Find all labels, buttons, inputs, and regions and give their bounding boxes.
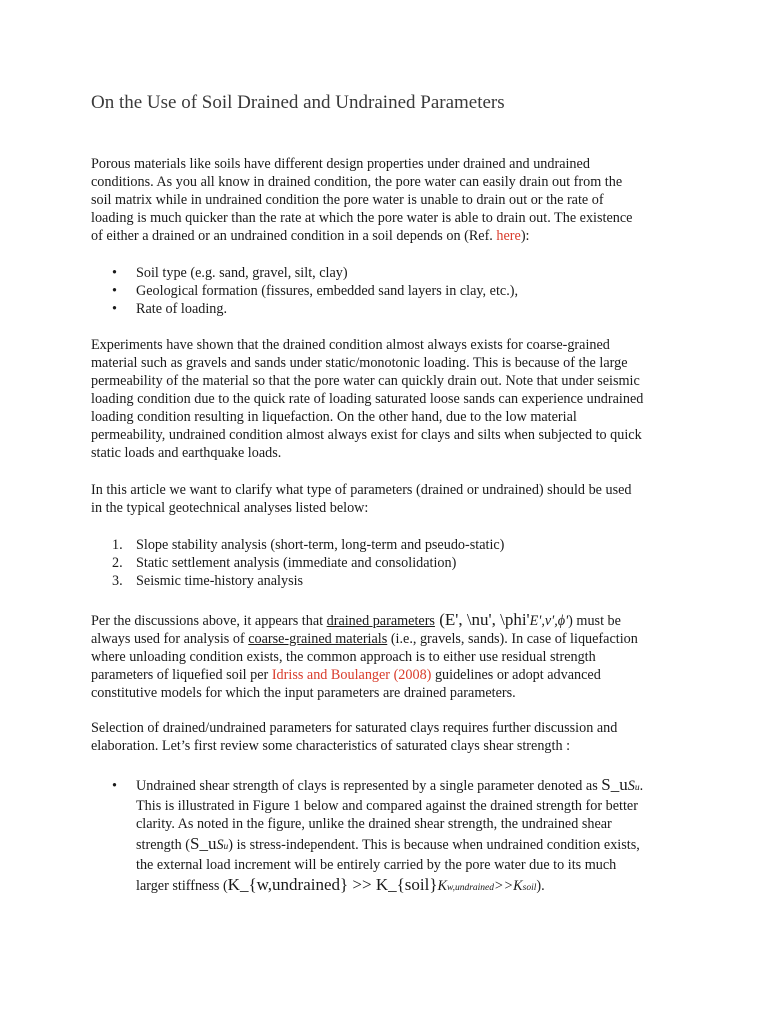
- characteristics-line: This is illustrated in Figure 1 below and compared against the drained strength for better: [136, 798, 638, 814]
- factors-list: • Soil type (e.g. sand, gravel, silt, clay) • Geological formation (fissures, embedded sand layers in clay, etc.), • Rate of loading.: [112, 265, 519, 317]
- intro-line: of either a drained or an undrained condition in a soil depends on (Ref. here):: [91, 228, 530, 244]
- ref-here-link[interactable]: here: [496, 228, 521, 244]
- discussion-line: Per the discussions above, it appears that drained parameters (E', \nu', \phi'E',ν',ϕ') must be: [91, 610, 621, 629]
- bullet-dot-icon: •: [112, 265, 117, 281]
- experiments-line: static loads and earthquake loads.: [91, 445, 282, 461]
- formula-latex: E', \nu', \phi': [444, 610, 530, 629]
- selection-paragraph: [91, 719, 691, 755]
- characteristics-line: strength (S_uSu) is stress-independent. This is because when undrained condition exists,: [136, 834, 640, 853]
- experiments-paragraph: [91, 336, 691, 462]
- discussion-line: always used for analysis of coarse-grained materials (i.e., gravels, sands). In case of liquefaction: [91, 631, 638, 647]
- analyses-list: 1. Slope stability analysis (short-term, long-term and pseudo-static) 2. Static settlement analysis (immediate and consolidation) 3. Seismic time-history analysis: [112, 537, 505, 589]
- formula-math: E',ν',ϕ': [529, 613, 569, 629]
- experiments-line: Experiments have shown that the drained condition almost always exists for coarse-grained: [91, 337, 610, 353]
- experiments-line: loading condition due to the quick rate of loading saturated loose sands can experience undrained: [91, 391, 644, 407]
- article-paragraph: [91, 481, 691, 517]
- intro-line: conditions. As you all know in drained condition, the pore water can easily drain out from the: [91, 174, 623, 190]
- bullet-dot-icon: •: [112, 778, 117, 794]
- discussion-paragraph: [91, 611, 691, 702]
- coarse-grained-underlined: coarse-grained materials: [248, 631, 388, 647]
- characteristics-line: clarity. As noted in the figure, unlike the drained shear strength, the undrained shear: [136, 816, 612, 832]
- characteristics-line: the external load increment will be entirely carried by the pore water due to its much: [136, 857, 617, 873]
- bullet-dot-icon: •: [112, 283, 117, 299]
- bullet-dot-icon: •: [112, 301, 117, 317]
- experiments-line: material such as gravels and sands under static/monotonic loading. This is because of the large: [91, 355, 628, 371]
- experiments-line: permeability, undrained condition almost always exist for clays and silts when subjected to quick: [91, 427, 642, 443]
- intro-line: soil matrix while in undrained condition the pore water is unable to drain out or the rate of: [91, 192, 604, 208]
- intro-line: Porous materials like soils have different design properties under drained and undrained: [91, 156, 590, 172]
- discussion-line: constitutive models for which the input parameters are drained parameters.: [91, 685, 516, 701]
- discussion-line: where unloading condition exists, the common approach is to either use residual strength: [91, 649, 596, 665]
- discussion-line: parameters of liquefied soil per Idriss and Boulanger (2008) guidelines or adopt advanced: [91, 667, 601, 683]
- intro-line: loading is much quicker than the rate at which the pore water is able to drain out. The existence: [91, 210, 633, 226]
- characteristics-list: [91, 776, 691, 896]
- formula-latex: S_u: [601, 775, 628, 794]
- drained-parameters-underlined: drained parameters: [326, 613, 435, 629]
- article-line: in the typical geotechnical analyses listed below:: [91, 500, 369, 516]
- selection-line: Selection of drained/undrained parameters for saturated clays requires further discussion and: [91, 720, 618, 736]
- characteristics-line: larger stiffness (K_{w,undrained} >> K_{soil}Kw,undrained>>Ksoil).: [136, 875, 545, 894]
- selection-line: elaboration. Let’s first review some characteristics of saturated clays shear strength :: [91, 738, 571, 754]
- experiments-line: permeability of the material so that the pore water can quickly drain out. Note that under seismic: [91, 373, 640, 389]
- article-line: In this article we want to clarify what type of parameters (drained or undrained) should be used: [91, 482, 632, 498]
- page-title: On the Use of Soil Drained and Undrained Parameters: [91, 92, 505, 113]
- formula-latex: S_u: [189, 834, 217, 853]
- experiments-line: loading condition resulting in liquefaction. On the other hand, due to the low material: [91, 409, 577, 425]
- intro-paragraph: [91, 155, 691, 245]
- list-item: [136, 776, 696, 897]
- characteristics-line: Undrained shear strength of clays is represented by a single parameter denoted as S_uSu.: [136, 775, 644, 794]
- formula-latex: K_{w,undrained} >> K_{soil}: [227, 875, 438, 894]
- idriss-boulanger-link[interactable]: Idriss and Boulanger (2008): [271, 667, 432, 683]
